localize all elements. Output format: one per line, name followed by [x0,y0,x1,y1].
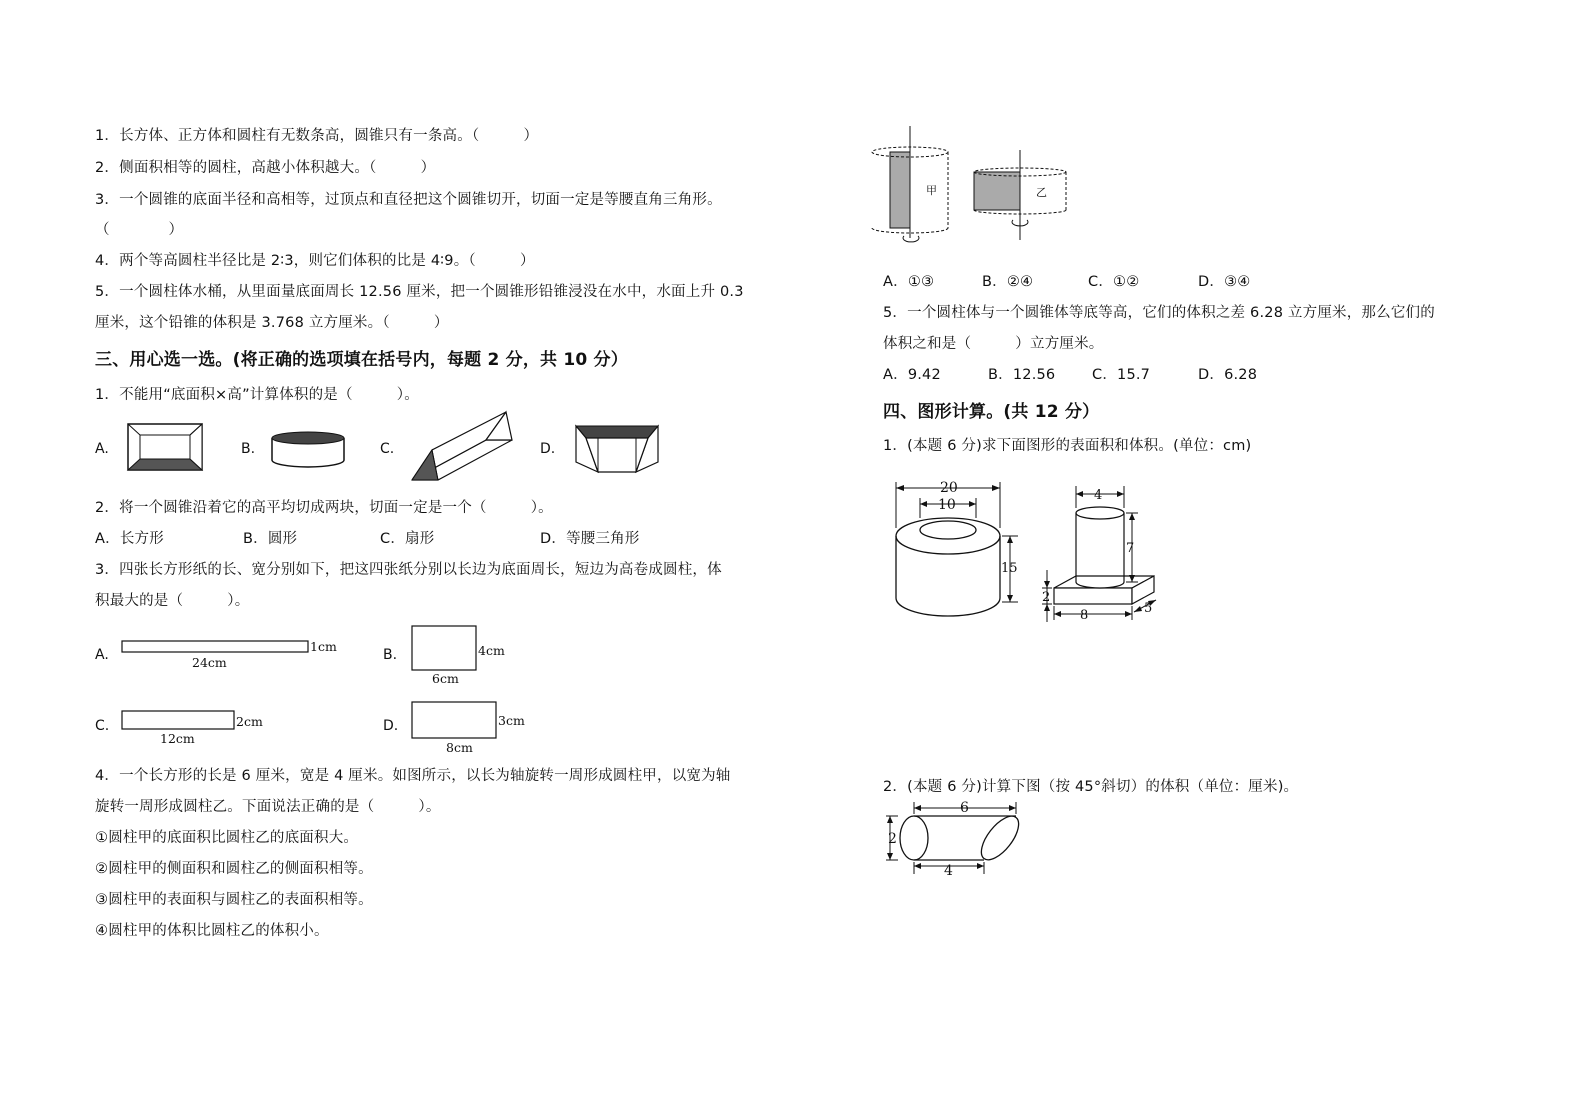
q1-text: 1．不能用“底面积×高”计算体积的是（ ）。 [95,387,419,403]
q3-d-width-label: 3cm [498,713,525,728]
s4-base-length-label: 8 [1080,608,1089,623]
s4-diameter-label: 2 [888,831,897,847]
s4-top-height-label: 7 [1126,541,1135,556]
q3-option-d: D. [383,718,399,734]
s4-height-label: 15 [1001,561,1018,576]
q3-a-width-label: 1cm [310,639,337,654]
q4-option-d: D．③④ [1198,274,1251,290]
q3-figure-a [120,636,340,676]
q1-option-a: A. [95,441,109,457]
q1-figure-d [574,424,664,476]
q1-option-b: B. [241,441,256,457]
s4-q2-text: 2．(本题 6 分)计算下图（按 45°斜切）的体积（单位：厘米)。 [883,779,1299,795]
q3-figure-b [410,624,520,689]
q4-option-c: C．①② [1088,274,1140,290]
s4-slanted-cylinder-figure [884,800,1029,880]
q5-option-b: B．12.56 [988,367,1056,383]
q3-b-length-label: 6cm [432,671,459,686]
judge-item-3-paren: （ ） [95,222,184,238]
section3-title: 三、用心选一选。(将正确的选项填在括号内，每题 2 分，共 10 分） [95,350,628,370]
s4-q1-text: 1．(本题 6 分)求下面图形的表面积和体积。(单位：cm) [883,438,1252,454]
q1-option-c: C. [380,441,395,457]
q4-label-yi: 乙 [1036,186,1047,199]
q4-statement-3: ③圆柱甲的表面积与圆柱乙的表面积相等。 [95,892,373,908]
q4-text-2: 旋转一周形成圆柱乙。下面说法正确的是（ ）。 [95,799,441,815]
q3-option-b: B. [383,647,398,663]
s4-base-height-label: 2 [1042,590,1051,605]
q3-option-a: A. [95,647,109,663]
s4-top-diameter-label: 4 [1094,488,1103,503]
q3-figure-d [410,700,540,760]
q5-option-c: C．15.7 [1092,367,1151,383]
q2-text: 2．将一个圆锥沿着它的高平均切成两块，切面一定是一个（ ）。 [95,500,553,516]
q2-option-d: D．等腰三角形 [540,531,640,547]
q3-text-1: 3．四张长方形纸的长、宽分别如下，把这四张纸分别以长边为底面周长，短边为高卷成圆柱，体 [95,562,722,578]
q3-c-length-label: 12cm [160,731,195,746]
q4-text-1: 4．一个长方形的长是 6 厘米，宽是 4 厘米。如图所示，以长为轴旋转一周形成圆柱甲，以宽为轴 [95,768,731,784]
s4-short-side-label: 4 [944,863,953,879]
q2-option-b: B．圆形 [243,531,298,547]
judge-item-5: 5．一个圆柱体水桶，从里面量底面周长 12.56 厘米，把一个圆锥形铅锥浸没在水中，水面上升 0.3 [95,284,744,300]
s4-hollow-cylinder-figure [886,478,1031,628]
q4-label-jia: 甲 [926,184,937,197]
s4-outer-diameter-label: 20 [940,480,958,496]
q3-figure-c [120,708,280,748]
judge-item-1: 1．长方体、正方体和圆柱有无数条高，圆锥只有一条高。（ ） [95,128,539,144]
q5-option-a: A．9.42 [883,367,941,383]
q4-cylinder-jia [880,126,960,251]
q4-cylinder-yi [970,150,1080,245]
s4-cylinder-on-box-figure [1040,484,1170,629]
judge-item-3: 3．一个圆锥的底面半径和高相等，过顶点和直径把这个圆锥切开，切面一定是等腰直角三角形。 [95,192,722,208]
q1-figure-c [410,410,520,485]
s4-base-width-label: 5 [1144,601,1153,616]
q2-option-c: C．扇形 [380,531,435,547]
judge-item-4: 4．两个等高圆柱半径比是 2∶3，则它们体积的比是 4∶9。（ ） [95,253,535,269]
q5-text-2: 体积之和是（ ）立方厘米。 [883,336,1104,352]
q5-text-1: 5．一个圆柱体与一个圆锥体等底等高，它们的体积之差 6.28 立方厘米，那么它们的 [883,305,1435,321]
q3-c-width-label: 2cm [236,714,263,729]
q4-option-a: A．①③ [883,274,935,290]
q4-option-b: B．②④ [982,274,1034,290]
q4-statement-1: ①圆柱甲的底面积比圆柱乙的底面积大。 [95,830,359,846]
q3-b-width-label: 4cm [478,643,505,658]
q2-option-a: A．长方形 [95,531,164,547]
q3-a-length-label: 24cm [192,655,227,670]
q1-option-d: D. [540,441,556,457]
judge-item-2: 2．侧面积相等的圆柱，高越小体积越大。（ ） [95,160,436,176]
q4-statement-2: ②圆柱甲的侧面积和圆柱乙的侧面积相等。 [95,861,373,877]
q4-statement-4: ④圆柱甲的体积比圆柱乙的体积小。 [95,923,329,939]
s4-long-side-label: 6 [960,800,969,816]
section4-title: 四、图形计算。(共 12 分） [883,402,1100,422]
q1-figure-a [128,424,208,474]
q3-text-2: 积最大的是（ ）。 [95,593,250,609]
q3-option-c: C. [95,718,110,734]
q1-figure-b [270,430,350,470]
judge-item-5-cont: 厘米，这个铅锥的体积是 3.768 立方厘米。（ ） [95,315,449,331]
q3-d-length-label: 8cm [446,740,473,755]
s4-inner-diameter-label: 10 [938,497,956,513]
q5-option-d: D．6.28 [1198,367,1258,383]
